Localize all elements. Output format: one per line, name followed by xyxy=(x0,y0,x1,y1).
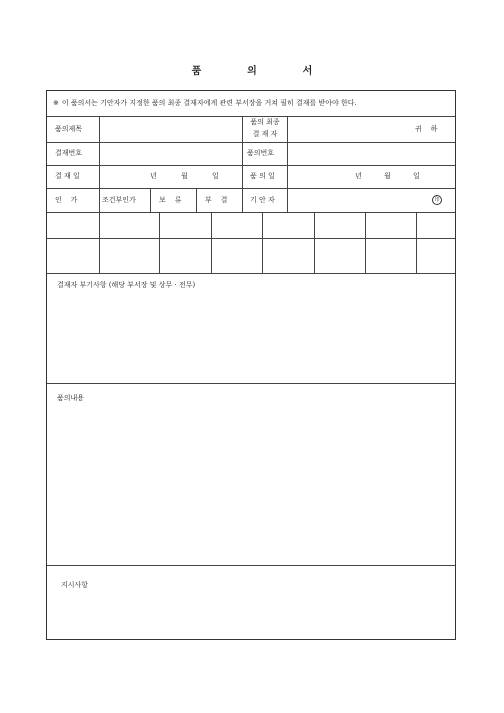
vrule-grid-2 xyxy=(159,212,160,273)
seal-icon: 印 xyxy=(432,195,442,205)
rule-row5 xyxy=(47,238,455,239)
form-frame xyxy=(46,90,456,640)
final-approver-label-line2: 결 재 자 xyxy=(252,130,278,138)
hold-label: 보 류 xyxy=(159,196,182,204)
rule-row2 xyxy=(47,165,455,166)
vrule-r4-3 xyxy=(196,188,197,212)
drafter-label: 기 안 자 xyxy=(250,196,275,204)
vrule-r4-1 xyxy=(99,188,100,212)
content-label: 품의내용 xyxy=(57,394,85,402)
notice-text xyxy=(53,99,357,108)
vrule-label-left xyxy=(99,116,100,188)
rule-row6 xyxy=(47,273,455,274)
conditional-approve-label: 조건부인가 xyxy=(102,196,136,204)
page-title xyxy=(0,62,504,77)
approve-label: 인 가 xyxy=(55,196,78,204)
approval-number-label: 결재번호 xyxy=(55,149,83,157)
notice-body: 이 품의서는 기안자가 지정한 품의 최종 결재자에게 관련 부서장을 거쳐 필히 결재를 받아야 한다. xyxy=(61,99,357,107)
honorific-text: 귀 하 xyxy=(415,125,438,133)
rule-content xyxy=(47,565,455,566)
approval-date-month: 월 xyxy=(181,172,188,180)
rule-notes xyxy=(47,383,455,384)
vrule-mid xyxy=(242,116,243,188)
approval-date-day: 일 xyxy=(212,172,219,180)
instructions-label: 지시사항 xyxy=(61,581,89,589)
proposal-date-day: 일 xyxy=(413,172,420,180)
vrule-r4-5 xyxy=(287,188,288,212)
vrule-grid-5 xyxy=(314,212,315,273)
proposal-date-year: 년 xyxy=(355,172,362,180)
reject-label: 부 결 xyxy=(205,196,228,204)
vrule-grid-6 xyxy=(365,212,366,273)
rule-row4 xyxy=(47,212,455,213)
vrule-grid-1 xyxy=(99,212,100,273)
final-approver-label-line1: 품의 최종 xyxy=(250,118,280,126)
title-char-3: 서 xyxy=(302,66,313,77)
vrule-grid-7 xyxy=(416,212,417,273)
seal-mark xyxy=(432,195,442,205)
approval-date-label: 결 재 일 xyxy=(55,172,80,180)
vrule-r4-2 xyxy=(150,188,151,212)
rule-row1 xyxy=(47,142,455,143)
vrule-r4-4 xyxy=(242,188,243,212)
approver-notes-label: 결재자 부기사항 (해당 부서장 및 상무 · 전무) xyxy=(57,281,196,289)
notice-symbol: ※ xyxy=(53,99,59,107)
proposal-date-label: 품 의 일 xyxy=(250,172,275,180)
approval-date-year: 년 xyxy=(150,172,157,180)
rule-row3 xyxy=(47,188,455,189)
vrule-label-right xyxy=(287,116,288,188)
title-char-2: 의 xyxy=(247,66,257,77)
proposal-number-label: 품의번호 xyxy=(247,149,275,157)
rule-notice xyxy=(47,116,455,117)
title-char-1: 품 xyxy=(191,66,202,77)
vrule-grid-4 xyxy=(262,212,263,273)
subject-label: 품의제목 xyxy=(55,125,83,133)
proposal-date-month: 월 xyxy=(384,172,391,180)
vrule-grid-3 xyxy=(211,212,212,273)
